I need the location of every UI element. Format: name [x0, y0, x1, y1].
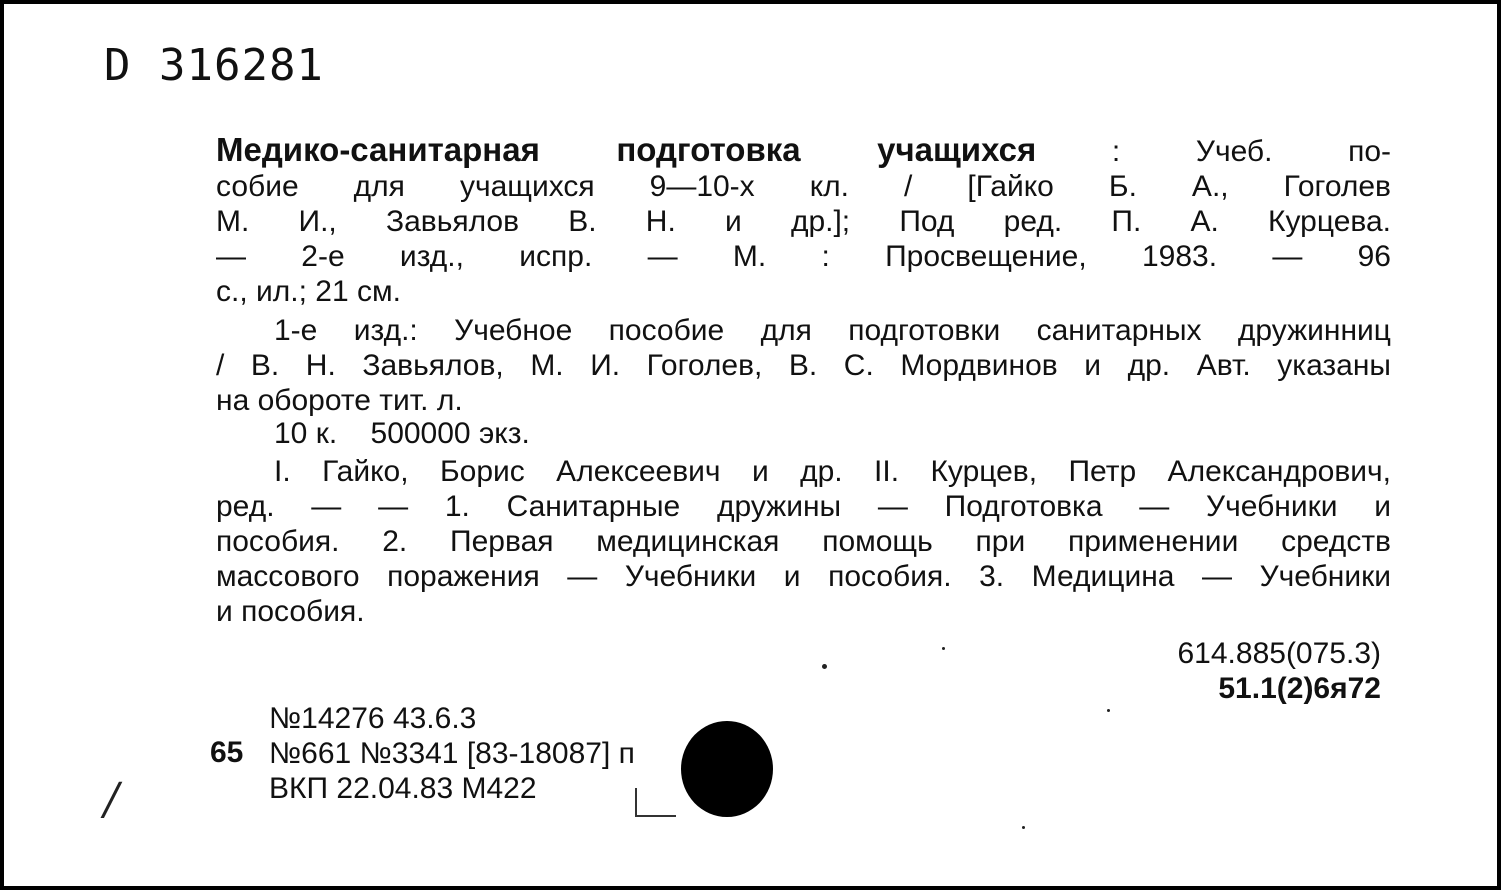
punch-hole — [681, 721, 773, 817]
speck — [1022, 826, 1025, 829]
tracing-line: массового поражения — Учебники и пособия. 3. Медицина — Учебники — [216, 560, 1391, 593]
entry-line: с., ил.; 21 см. — [216, 275, 401, 308]
entry-line: собие для учащихся 9—10-х кл. / [Гайко Б. А., Гоголев — [216, 170, 1391, 203]
tracings — [216, 454, 1391, 629]
tracing-line: ред. — — 1. Санитарные дружины — Подготовка — Учебники и — [216, 490, 1391, 523]
registration-line: №14276 43.6.3 — [269, 702, 477, 735]
tracing-line: и пособия. — [216, 595, 365, 628]
call-number: D 316281 — [104, 40, 324, 91]
note-line: на обороте тит. л. — [216, 384, 463, 417]
tracing-line: пособия. 2. Первая медицинская помощь при применении средств — [216, 525, 1391, 558]
speck — [822, 664, 827, 669]
price-line: 10 к. 500000 экз. — [274, 417, 530, 450]
main-entry — [216, 132, 1391, 309]
title-continuation: : Учеб. по- — [1036, 135, 1392, 168]
price-print-run — [216, 416, 1391, 451]
speck — [1107, 709, 1110, 712]
entry-line: М. И., Завьялов В. Н. и др.]; Под ред. П. А. Курцева. — [216, 205, 1391, 238]
entry-line: — 2-е изд., испр. — М. : Просвещение, 1983. — 96 — [216, 240, 1391, 273]
registration-prefix: 65 — [210, 736, 244, 769]
tracing-line: I. Гайко, Борис Алексеевич и др. II. Курцев, Петр Александрович, — [274, 455, 1391, 488]
corner-bracket-mark — [626, 784, 686, 824]
book-title: Медико-санитарная подготовка учащихся — [216, 131, 1037, 168]
udc-index: 614.885(075.3) — [1177, 637, 1381, 670]
bbk-index: 51.1(2)6я72 — [1218, 672, 1381, 705]
note-line: / В. Н. Завьялов, М. И. Гоголев, В. С. Мордвинов и др. Авт. указаны — [216, 349, 1391, 382]
previous-edition-note — [216, 313, 1391, 418]
registration-line: №661 №3341 [83-18087] п — [269, 737, 635, 770]
registration-line: ВКП 22.04.83 М422 — [269, 772, 537, 805]
speck — [942, 647, 945, 650]
pencil-mark: / — [104, 774, 119, 825]
note-line: 1-е изд.: Учебное пособие для подготовки санитарных дружинниц — [274, 314, 1391, 347]
